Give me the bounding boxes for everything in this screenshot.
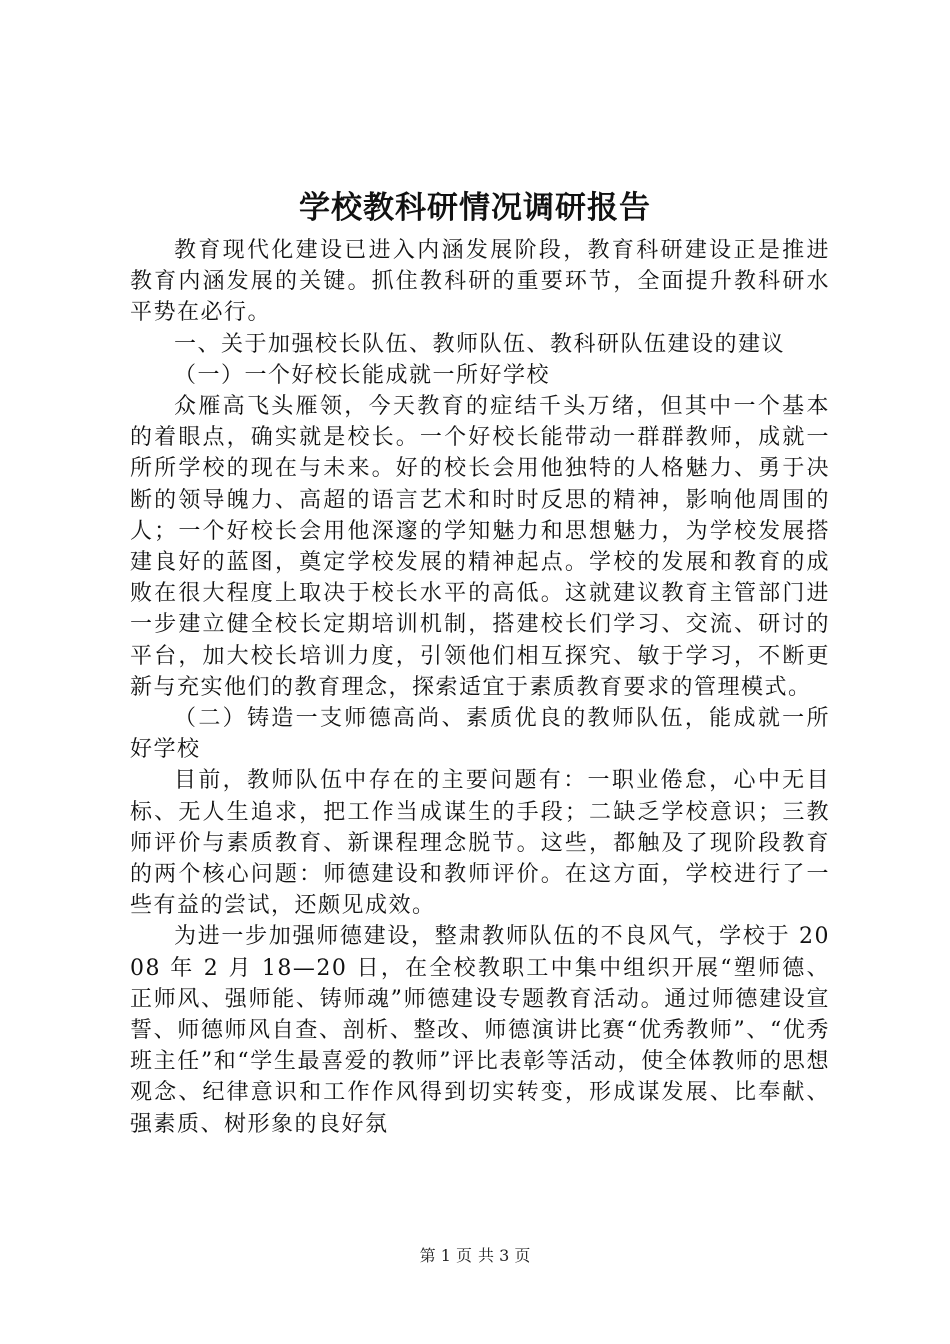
paragraph-principal: 众雁高飞头雁领，今天教育的症结千头万绪，但其中一个基本的着眼点，确实就是校长。一个好校长能带动一群群教师，成就一所所学校的现在与未来。好的校长会用他独特的人格魅力、勇于决断的领导魄力、高超的语言艺术和时时反思的精神，影响他周围的人；一个好校长会用他深邃的学知魅力和思想魅力，为学校发展搭建良好的蓝图，奠定学校发展的精神起点。学校的发展和教育的成败在很大程度上取决于校长水平的高低。这就建议教育主管部门进一步建立健全校长定期培训机制，搭建校长们学习、交流、研讨的平台，加大校长培训力度，引领他们相互探究、敏于学习，不断更新与充实他们的教育理念，探索适宜于素质教育要求的管理模式。 xyxy=(130,394,830,700)
subsection-heading-1: （一）一个好校长能成就一所好学校 xyxy=(174,362,551,388)
subsection-heading-2: （二）铸造一支师德高尚、素质优良的教师队伍，能成就一所好学校 xyxy=(130,706,830,763)
document-body xyxy=(130,235,830,1140)
paragraph-ethics-activity: 为进一步加强师德建设，整肃教师队伍的不良风气，学校于 2008 年 2 月 18—20 日，在全校教职工中集中组织开展“塑师德、正师风、强师能、铸师魂”师德建设专题教育活动。通过师德建设宣誓、师德师风自查、剖析、整改、师德演讲比赛“优秀教师”、“优秀班主任”和“学生最喜爱的教师”评比表彰等活动，使全体教师的思想观念、纪律意识和工作作风得到切实转变，形成谋发展、比奉献、强素质、树形象的良好氛 xyxy=(130,924,830,1137)
page-total: 共 3 页 xyxy=(478,1246,531,1265)
page-number: 第 1 页 xyxy=(419,1246,472,1265)
document-title: 学校教科研情况调研报告 xyxy=(299,190,651,226)
paragraph-teacher-issues: 目前，教师队伍中存在的主要问题有：一职业倦怠，心中无目标、无人生追求，把工作当成谋生的手段；二缺乏学校意识；三教师评价与素质教育、新课程理念脱节。这些，都触及了现阶段教育的两个核心问题：师德建设和教师评价。在这方面，学校进行了一些有益的尝试，还颇见成效。 xyxy=(130,768,830,919)
page-footer xyxy=(0,1244,950,1268)
section-heading-1: 一、关于加强校长队伍、教师队伍、教科研队伍建设的建议 xyxy=(174,331,786,357)
paragraph-intro: 教育现代化建设已进入内涵发展阶段，教育科研建设正是推进教育内涵发展的关键。抓住教科研的重要环节，全面提升教科研水平势在必行。 xyxy=(130,238,830,326)
